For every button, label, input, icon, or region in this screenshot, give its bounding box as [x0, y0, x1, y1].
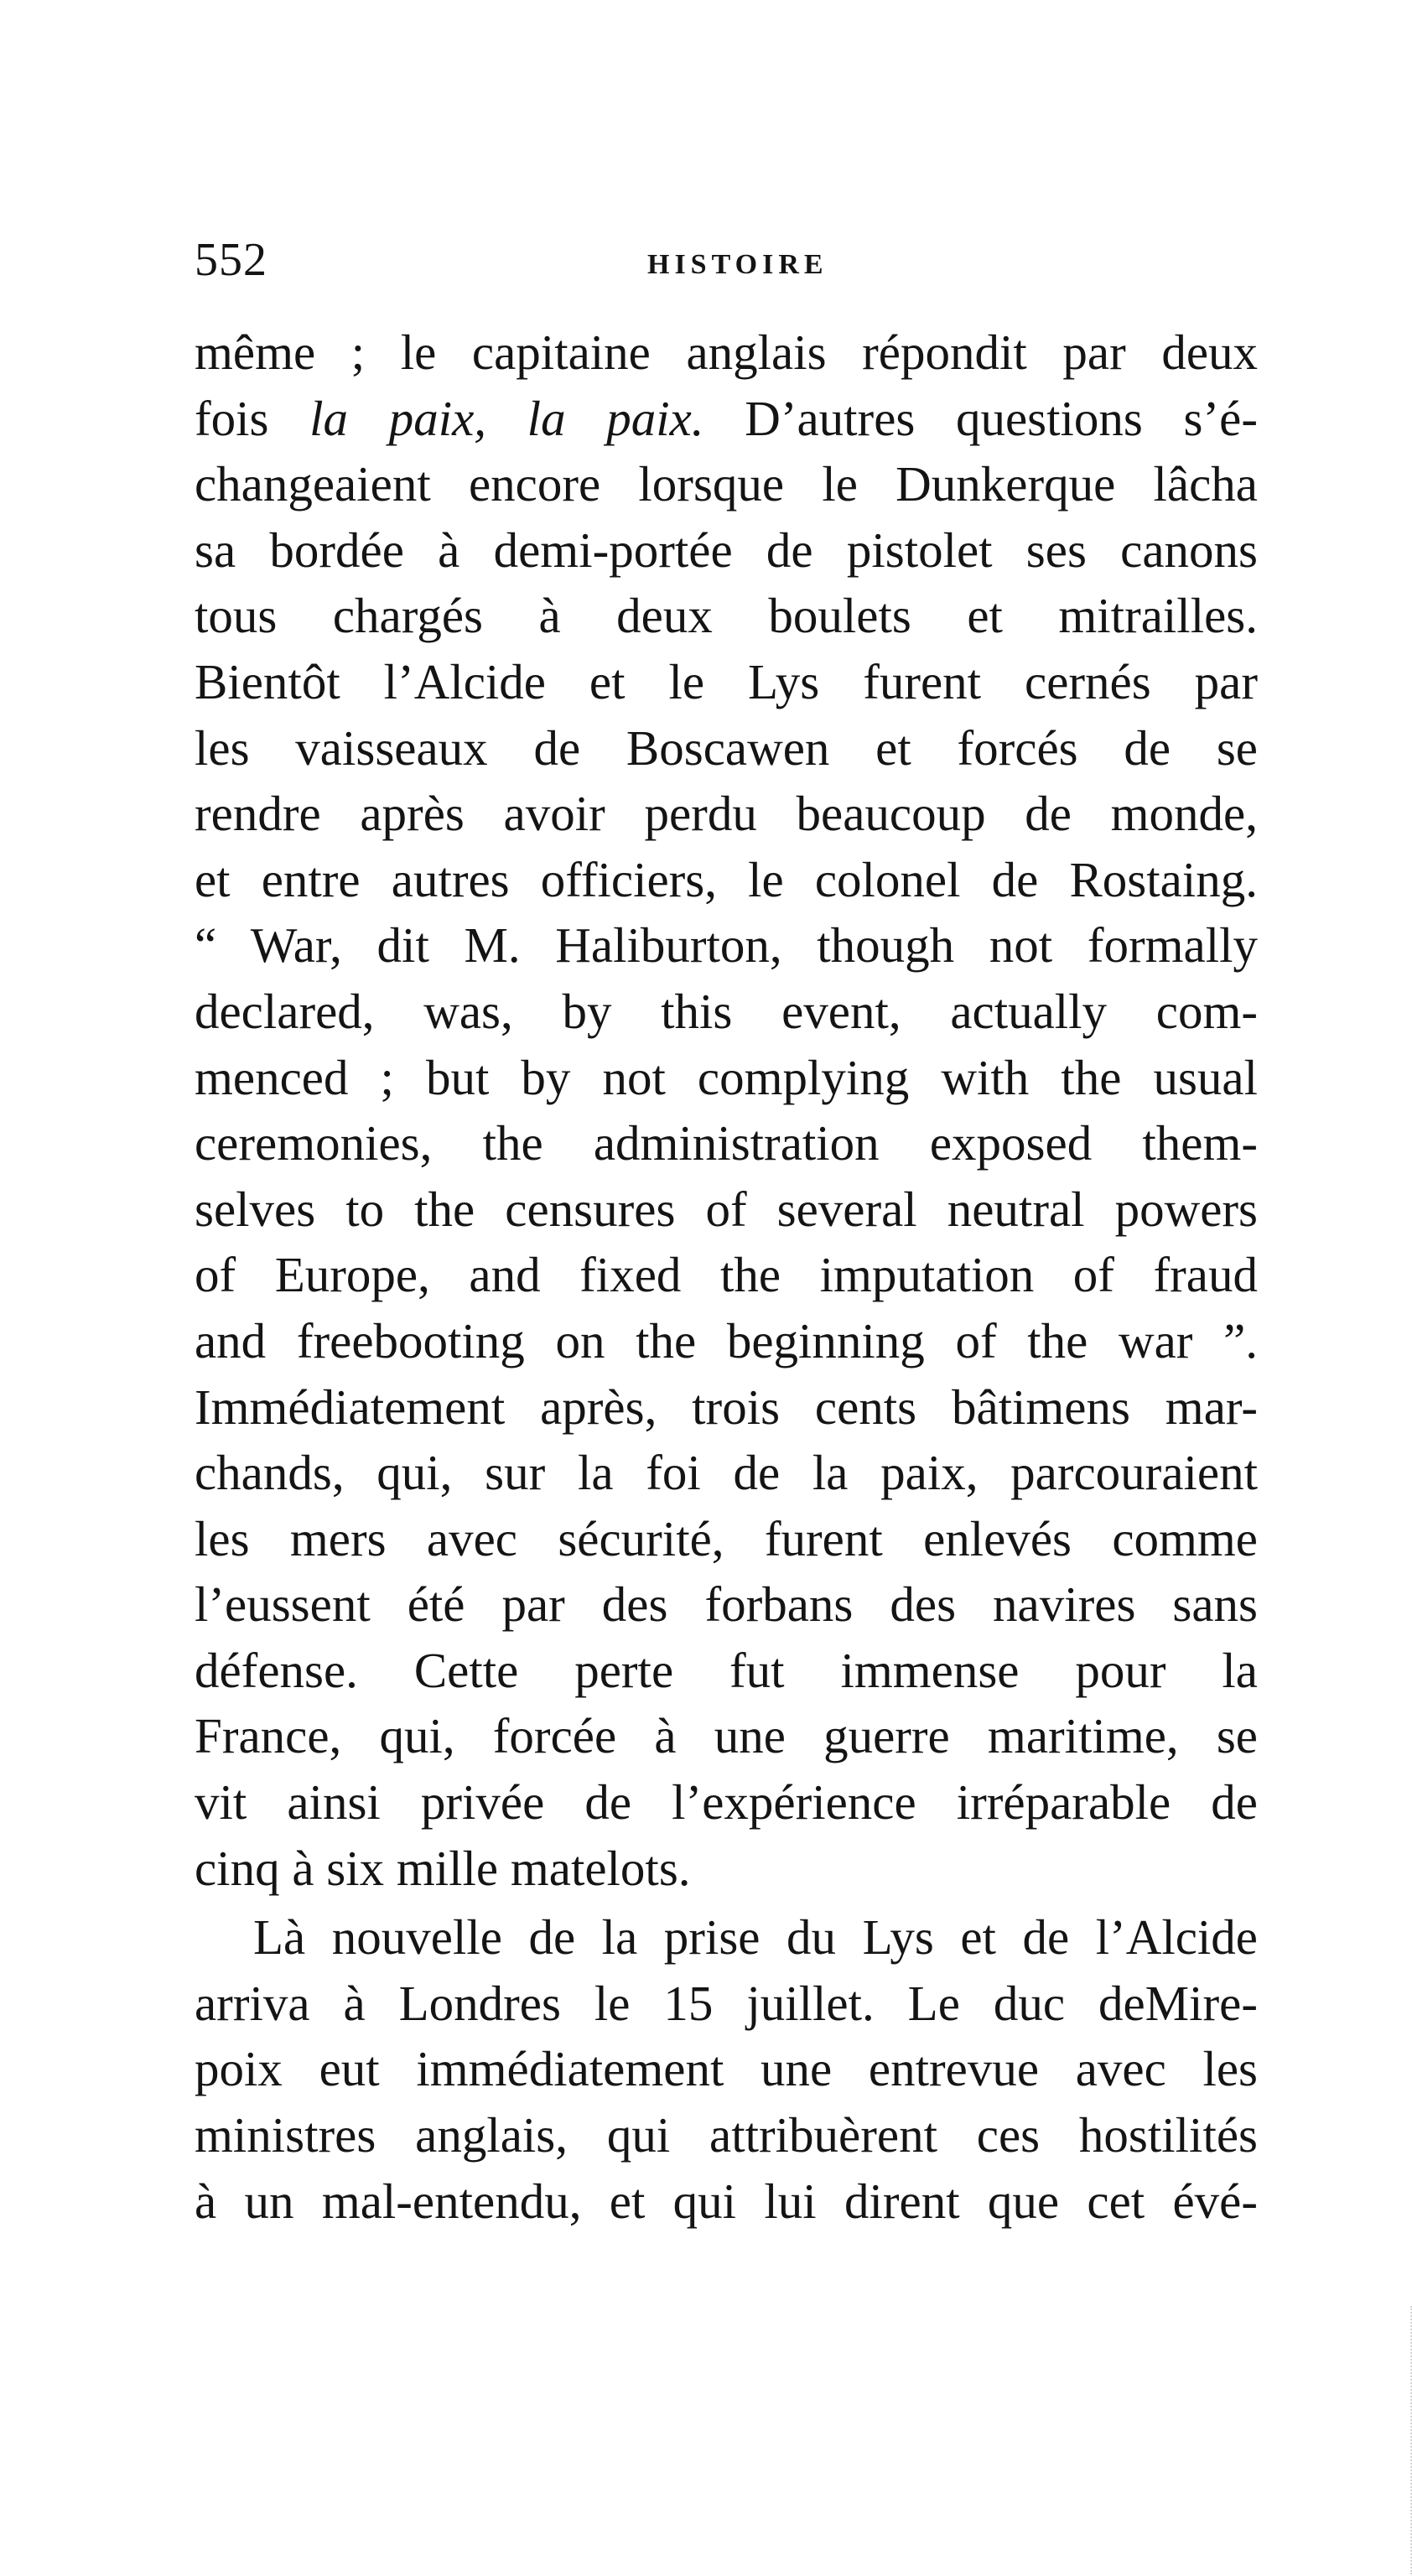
text-line: l’eussent été par des forbans des navires sans [195, 1576, 1258, 1633]
text-line: défense. Cette perte fut immense pour la [195, 1642, 1258, 1698]
text-line: Immédiatement après, trois cents bâtimens mar- [195, 1379, 1258, 1435]
text-line: declared, was, by this event, actually com- [195, 983, 1258, 1039]
italic-phrase: la paix, la paix. [309, 390, 704, 446]
text-line: changeaient encore lorsque le Dunkerque lâcha [195, 456, 1258, 512]
running-head [195, 226, 1258, 293]
text-line: arriva à Londres le 15 juillet. Le duc deMire- [195, 1975, 1258, 2031]
page-number: 552 [195, 234, 267, 286]
text-line: même ; le capitaine anglais répondit par deux [195, 325, 1258, 380]
text-line: “ War, dit M. Haliburton, though not formally [195, 917, 1258, 974]
scan-edge-specks [1377, 2306, 1412, 2574]
text-line: menced ; but by not complying with the usual [195, 1049, 1258, 1105]
text-line: les mers avec sécurité, furent enlevés comme [195, 1510, 1258, 1566]
text-line: à un mal-entendu, et qui lui dirent que cet évé- [195, 2173, 1258, 2229]
text-line: rendre après avoir perdu beaucoup de monde, [195, 786, 1258, 842]
text-line: and freebooting on the beginning of the war ”. [195, 1312, 1258, 1368]
text-line: vit ainsi privée de l’expérience irréparable de [195, 1774, 1258, 1831]
text-line [195, 386, 1258, 452]
body-text [195, 319, 1258, 2234]
paragraph-first-line: Là nouvelle de la prise du Lys et de l’Alcide [253, 1909, 1258, 1966]
text-line: Bientôt l’Alcide et le Lys furent cernés par [195, 653, 1258, 709]
text-line: sa bordée à demi-portée de pistolet ses canons [195, 522, 1258, 578]
text-line: selves to the censures of several neutral powers [195, 1181, 1258, 1237]
text-line: les vaisseaux de Boscawen et forcés de se [195, 719, 1258, 776]
text-segment: fois [195, 390, 310, 446]
text-line: ceremonies, the administration exposed them- [195, 1115, 1258, 1171]
text-line: et entre autres officiers, le colonel de Rostaing. [195, 851, 1258, 907]
text-line: France, qui, forcée à une guerre maritime, se [195, 1708, 1258, 1764]
running-title: HISTOIRE [647, 249, 828, 280]
text-line-last: cinq à six mille matelots. [195, 1840, 691, 1896]
text-line: ministres anglais, qui attribuèrent ces hostilités [195, 2107, 1258, 2163]
text-segment: D’autres questions s’é- [703, 390, 1258, 446]
text-line: of Europe, and fixed the imputation of fraud [195, 1247, 1258, 1303]
text-line: chands, qui, sur la foi de la paix, parcouraient [195, 1445, 1258, 1501]
text-line: poix eut immédiatement une entrevue avec les [195, 2041, 1258, 2097]
text-line: tous chargés à deux boulets et mitrailles. [195, 588, 1258, 644]
